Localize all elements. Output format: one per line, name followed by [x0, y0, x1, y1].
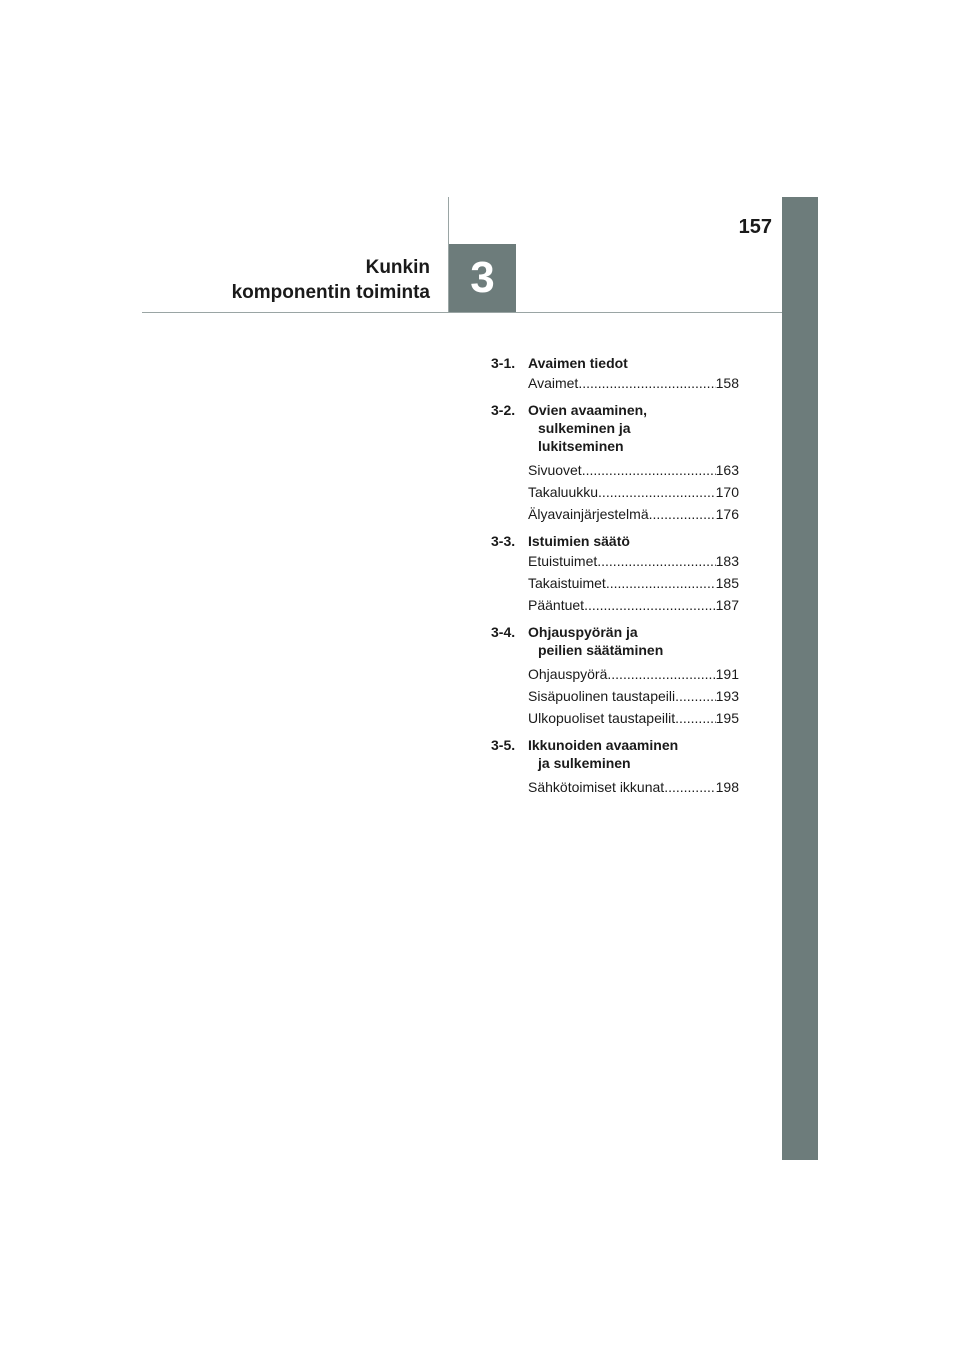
toc-entry[interactable]	[528, 685, 739, 707]
toc-entry-page: 158	[715, 375, 739, 391]
toc-entry-page: 191	[715, 666, 739, 682]
toc-entry-page: 176	[715, 506, 739, 522]
toc-section-number: 3-3.	[491, 533, 516, 549]
toc-entry-page: 185	[715, 575, 739, 591]
toc-leader-dots	[607, 663, 715, 685]
toc-entry-title: Ulkopuoliset taustapeilit	[528, 710, 676, 726]
chapter-title-line-1: Kunkin	[365, 257, 430, 278]
toc-leader-dots	[664, 776, 715, 798]
toc-section-number: 3-2.	[491, 402, 516, 418]
toc-entry[interactable]	[528, 594, 739, 616]
toc-entry[interactable]	[528, 707, 739, 729]
toc-leader-dots	[598, 481, 716, 503]
toc-section-title: Ovien avaaminen, sulkeminen ja lukitseminen	[528, 402, 648, 454]
toc-entry-title: Takaluukku	[528, 484, 599, 500]
toc-section-heading[interactable]	[491, 623, 739, 659]
toc-entry[interactable]	[528, 372, 739, 394]
toc-entry-page: 187	[715, 597, 739, 613]
toc-entry-title: Sisäpuolinen taustapeili	[528, 688, 676, 704]
toc-section-heading[interactable]	[491, 532, 739, 550]
toc-entry-title: Pääntuet	[528, 597, 585, 613]
toc-leader-dots	[606, 572, 716, 594]
toc-entry-page: 163	[715, 462, 739, 478]
toc-section-heading[interactable]	[491, 736, 739, 772]
chapter-number: 3	[470, 253, 495, 302]
toc-entry[interactable]	[528, 550, 739, 572]
toc-section-title: Ohjauspyörän ja peilien säätäminen	[528, 624, 664, 658]
toc-entry-page: 193	[715, 688, 739, 704]
toc-section-number: 3-1.	[491, 355, 516, 371]
table-of-contents	[491, 354, 739, 798]
toc-entry[interactable]	[528, 503, 739, 525]
header-horizontal-divider	[142, 312, 782, 313]
toc-entry-title: Sivuovet	[528, 462, 582, 478]
toc-entry-page: 183	[715, 553, 739, 569]
toc-entry-title: Takaistuimet	[528, 575, 606, 591]
chapter-number-box	[449, 244, 516, 312]
toc-entry-page: 170	[715, 484, 739, 500]
toc-entry[interactable]	[528, 481, 739, 503]
toc-leader-dots	[597, 550, 715, 572]
toc-leader-dots	[649, 503, 716, 525]
toc-entry-title: Älyavainjärjestelmä	[528, 506, 649, 522]
toc-entry[interactable]	[528, 572, 739, 594]
toc-section-title: Istuimien säätö	[528, 533, 630, 549]
toc-section-number: 3-4.	[491, 624, 516, 640]
toc-entry-title: Avaimet	[528, 375, 579, 391]
toc-entry-page: 195	[715, 710, 739, 726]
chapter-title	[232, 255, 430, 305]
toc-leader-dots	[675, 707, 716, 729]
toc-section-title: Ikkunoiden avaaminen ja sulkeminen	[528, 737, 679, 771]
toc-entry-title: Etuistuimet	[528, 553, 598, 569]
chapter-title-line-2: komponentin toiminta	[231, 282, 430, 303]
toc-entry-page: 198	[715, 779, 739, 795]
toc-section-number: 3-5.	[491, 737, 516, 753]
toc-entry[interactable]	[528, 776, 739, 798]
toc-entry[interactable]	[528, 459, 739, 481]
toc-section-title: Avaimen tiedot	[528, 355, 628, 371]
page-number: 157	[738, 216, 772, 238]
chapter-side-tab	[782, 197, 818, 1160]
toc-leader-dots	[584, 594, 716, 616]
toc-leader-dots	[582, 459, 716, 481]
toc-leader-dots	[578, 372, 715, 394]
toc-section-heading[interactable]	[491, 354, 739, 372]
toc-leader-dots	[675, 685, 716, 707]
toc-entry[interactable]	[528, 663, 739, 685]
toc-section-heading[interactable]	[491, 401, 739, 455]
toc-entry-title: Ohjauspyörä	[528, 666, 608, 682]
toc-entry-title: Sähkötoimiset ikkunat	[528, 779, 665, 795]
